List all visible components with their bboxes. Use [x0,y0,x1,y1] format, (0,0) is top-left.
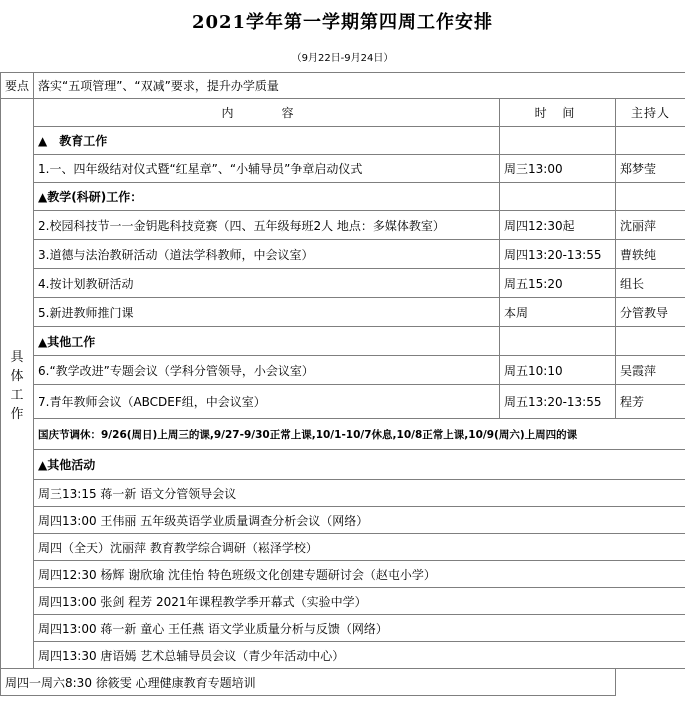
date-range: （9月22日-9月24日） [291,53,394,64]
activity-row [1,642,685,669]
row-time: 周五10:10 [500,356,616,385]
activity-item: 周四12:30 杨辉 谢欣瑜 沈佳怡 特色班级文化创建专题研讨会（赵屯小学） [34,561,685,588]
activity-item: 周四13:30 唐语嫣 艺术总辅导员会议（青少年活动中心） [34,642,685,669]
activity-item: 周四13:00 王伟丽 五年级英语学业质量调查分析会议（网络） [34,507,685,534]
side-label-char: 体 [10,368,24,384]
section-row [1,183,685,211]
activity-item: 周四一周六8:30 徐筱雯 心理健康教育专题培训 [1,669,616,696]
activity-row [1,561,685,588]
table-row [1,356,685,385]
section-row [1,327,685,356]
holiday-row [1,419,685,450]
activity-item: 周四（全天）沈丽萍 教育教学综合调研（崧泽学校） [34,534,685,561]
row-content: 7.青年教师会议（ABCDEF组，中会议室） [34,385,500,419]
header-content: 内 容 [34,99,500,127]
row-host: 吴霞萍 [616,356,685,385]
page-title: 2021学年第一学期第四周工作安排 [191,11,494,33]
row-host: 组长 [616,269,685,298]
section-other-activities: ▲其他活动 [34,450,685,480]
row-content: 2.校园科技节一一金钥匙科技竞赛（四、五年级每班2人 地点：多媒体教室） [34,211,500,240]
empty-cell [500,127,616,155]
row-time: 周四13:20-13:55 [500,240,616,269]
section-row [1,127,685,155]
keypoint-text: 落实“五项管理”、“双减”要求，提升办学质量 [34,73,685,99]
row-time: 周五13:20-13:55 [500,385,616,419]
table-row [1,385,685,419]
activity-row [1,534,685,561]
row-host: 郑梦莹 [616,155,685,183]
activity-row [1,669,685,696]
section-other-work: ▲其他工作 [34,327,500,356]
row-host: 曹轶纯 [616,240,685,269]
activity-row [1,615,685,642]
holiday-note: 国庆节调休：9/26(周日)上周三的课,9/27-9/30正常上课,10/1-10/7休息,10/8正常上课,10/9(周六)上周四的课 [34,419,685,450]
row-host: 程芳 [616,385,685,419]
activity-item: 周四13:00 蒋一新 童心 王任燕 语文学业质量分析与反馈（网络） [34,615,685,642]
empty-cell [500,183,616,211]
section-row [1,450,685,480]
header-host: 主持人 [616,99,685,127]
header-row [1,99,685,127]
empty-cell [616,127,685,155]
table-row [1,269,685,298]
side-label-char: 具 [10,349,24,365]
row-content: 1.一、四年级结对仪式暨“红星章”、“小辅导员”争章启动仪式 [34,155,500,183]
row-time: 周三13:00 [500,155,616,183]
section-teaching: ▲教学(科研)工作： [34,183,500,211]
row-host: 分管教导 [616,298,685,327]
activity-row [1,480,685,507]
row-content: 4.按计划教研活动 [34,269,500,298]
side-label-char: 工 [10,387,24,403]
activity-item: 周四13:00 张剑 程芳 2021年课程教学季开幕式（实验中学） [34,588,685,615]
keypoint-label: 要点 [1,73,34,99]
row-time: 本周 [500,298,616,327]
side-label-char: 作 [10,406,24,422]
row-time: 周四12:30起 [500,211,616,240]
table-row [1,240,685,269]
activity-row [1,588,685,615]
row-host: 沈丽萍 [616,211,685,240]
header-time: 时 间 [500,99,616,127]
row-time: 周五15:20 [500,269,616,298]
table-row [1,211,685,240]
empty-cell [500,327,616,356]
empty-cell [616,183,685,211]
table-row [1,298,685,327]
side-label [1,99,34,669]
schedule-table [0,72,685,696]
row-content: 6.“教学改进”专题会议（学科分管领导，小会议室） [34,356,500,385]
row-content: 3.道德与法治教研活动（道法学科教师，中会议室） [34,240,500,269]
table-row [1,155,685,183]
activity-row [1,507,685,534]
empty-cell [616,327,685,356]
row-content: 5.新进教师推门课 [34,298,500,327]
activity-item: 周三13:15 蒋一新 语文分管领导会议 [34,480,685,507]
keypoint-row [1,73,685,99]
section-education: ▲ 教育工作 [34,127,500,155]
